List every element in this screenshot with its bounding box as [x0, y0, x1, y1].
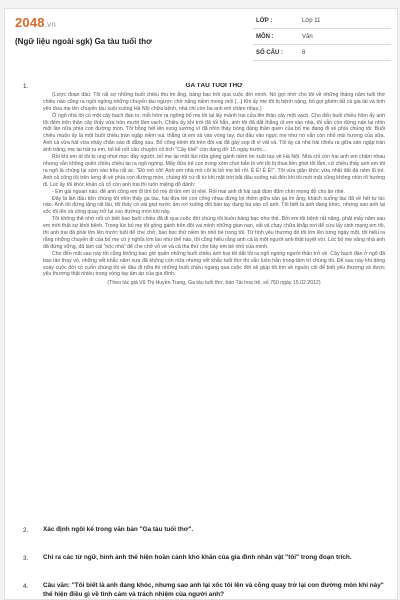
- meta-value: Văn: [299, 29, 391, 45]
- passage-paragraph: (Lược đoạn đầu: Tôi rất sợ những buổi chiều thu im ắng, bàng bạc trôi qua cuộc đời mình. Nó gợi nhớ cho tôi về những tháng năm tuổi thơ chiều nào cũng ra ngồi ngóng những chuyến tàu ngược chờ nặng niềm mong mỏi [...] Khi ấy mẹ tôi bị bệnh nặng, bố gọi ghém tất cả gia tài và tình yêu đưa mẹ lên chuyến tàu xuôi xuống Hà Nội chữa bệnh, nhà chỉ còn ba anh em chăm nhau.): [43, 91, 385, 112]
- meta-key: MÔN :: [253, 29, 299, 45]
- passage-source: (Theo tác giả Vũ Thị Huyền Trang, Ga tàu tuổi thơ, báo Tài hoa trẻ, số 750 ngày 15.02.2012): [107, 280, 321, 287]
- page-header: [5, 9, 397, 69]
- logo-suffix: .vn: [44, 20, 57, 29]
- logo-text: 2048: [15, 15, 45, 30]
- question-4-text: Câu văn: "Tôi biết là anh đang khóc, nhưng sao anh lại xốc tôi lên và cõng quay trở lại con đường mòn khi này" thể hiện điều gì về tình cảm và trách nhiệm của người anh?: [43, 582, 384, 599]
- question-number: 3.: [23, 555, 29, 562]
- worksheet-page: [4, 8, 398, 600]
- passage-paragraph: Đây là lần đầu tiên chúng tôi nhìn thấy ga tàu, hai đứa trẻ con cõng nhau đứng lọt thỏm giữa sân ga im ắng, khách xuống tàu đã về hết tự lúc nào. Anh tôi đứng lặng rất lâu, tôi thấy có vài giọt nước ấm rơi xuống đôi bàn tay đang bá vào cổ anh. Tôi biết là anh đang khóc, nhưng sao anh lại xốc tôi lên và công quay trở lại con đường mòn khi này.: [43, 195, 385, 216]
- question-number: 4.: [23, 583, 29, 590]
- passage-paragraph: Cho đến mãi sau này tôi cũng không bao giờ quên những buổi chiều anh trai tôi dắt tôi ra ngõ ngóng người thân trở về. Cây bạch đàn ở ngõ đã bao lần thay vỏ, những vết khắc năm xưa đã không còn nữa nhưng vết khắc tuổi thơ thì vẫn luôn hằn trong tâm trí chúng tôi. Để sau này khi dòng xoáy cuộc đời có cuốn chúng tôi về đâu đi nữa thì những buổi chiều ngang qua cuộc đời sẽ giúp tôi tìm về nguồn cội để biết yêu thương và được yêu thương thật nhiều trong vòng tay ấm áp của gia đình.: [43, 250, 385, 278]
- question-number: 2.: [23, 527, 29, 534]
- meta-row-class: [253, 13, 391, 29]
- meta-table: [253, 13, 391, 61]
- meta-key: LỚP :: [253, 13, 299, 29]
- site-logo[interactable]: [15, 15, 56, 30]
- passage-paragraph: - Em gái ngoan nào, để anh cõng em đi tìm bố mẹ đi tìm em út nhé. Rồi mai anh đi hái quả đùm đũm chín mọng đỏ cho ăn nhé.: [52, 188, 345, 195]
- meta-value: 8: [299, 45, 391, 61]
- passage-paragraph: Ở ngõ nhà tôi có một cây bạch đàn to, mỗi hôm ra ngõng bố mẹ tôi lại lấy mảnh trai cửa lên thân cây một vạch. Cho đến buổi chiều hôm ấy anh tôi đếm trên thân cây thấy vừa tròn mười lăm vạch. Chiều ấy khi trời đã tối hẳn, anh tôi đã dắt thằng út em vào nhà, tôi vẫn còn đứng nán lại nhìn một lần nữa phía con đường mòn. Tôi bỗng hét lên sung sướng vì đã nhìn thấy bóng dáng thân quen của bố mẹ đang đi về phía chúng tôi. Buổi chiều muộn ấy là một buổi chiều tràn ngập niềm vui, thằng út em sà vào vòng tay, dụi đầu vào ngực mẹ như nó vẫn còn nhỏ mùi hương của sữa. Anh cả vừa hát vừa nhảy chân sáo đi đằng sau. Bố cõng kênh tôi trên đôi vai đã gầy sọp đi vì vất vả. Tối ấy cả nhà trải chiếu ra giữa sân ngập tràn ánh trăng, mẹ lại hát ru em, bố kể nốt câu chuyện cổ tích "Cây khế" còn dang dở 15 ngày trước...: [43, 112, 385, 154]
- passage-paragraph: Tôi không thể nhớ nổi có biết bao buổi chiều đã đi qua cuộc đời chúng tôi buồn bàng bạc như thế. Bởi em tôi bệnh rất nặng, phải mấy năm sau em mới thật sự khỏi bệnh. Trong lúc bố mẹ tôi gồng gánh trên đôi vai mình những gian nan, vất vả chạy chữa khắp nơi để cứu lấy sinh mạng em tôi, thì anh trai đã phải lớn lên trước tuổi để che chở, bao bọc thứ niềm tin nhỏ bé trong tôi. Từ tình yêu thương đó tôi lớn lên từng ngày một, tôi hiểu ra rằng những chuyến đi của bố mẹ có ý nghĩa lớn lao như thế nào, tôi cũng hiểu rằng anh cả là một người anh thật tuyệt vời. Lúc bố mẹ vắng nhà anh đã đứng vững, đã làm cái "nóc nhà" để che chở vỗ về và cả tha thứ cho bầy em bé nhỏ của mình.: [43, 216, 385, 250]
- meta-row-subject: [253, 29, 391, 45]
- meta-row-count: [253, 45, 391, 61]
- question-number: 1.: [23, 83, 29, 90]
- question-2-text: Xác định ngôi kể trong văn bản "Ga tàu tuổi thơ".: [43, 526, 194, 533]
- question-3-text: Chỉ ra các từ ngữ, hình ảnh thể hiện hoàn cảnh khó khăn của gia đình nhân vật "tôi" trong đoạn trích.: [43, 554, 352, 561]
- meta-value: Lớp 11: [299, 13, 391, 29]
- meta-key: SỐ CÂU :: [253, 45, 299, 61]
- document-title: (Ngữ liệu ngoài sgk) Ga tàu tuổi thơ: [15, 37, 152, 46]
- passage-title: GA TÀU TUỔI THƠ: [185, 83, 243, 89]
- passage-paragraph: Rồi khi em út tôi bị ung nhọt mọc đầy người, bố mẹ lại một lần nữa gồng gánh niềm tin xuôi tàu về Hà Nội. Nhà chỉ còn hai anh em chăm nhau nhưng vẫn không quên chiều chiều lại ra ngõ ngóng. Mấy đứa trẻ con trong xóm chơi bắn bi với tôi bị thua liền ghét tôi lắm, cứ chiều thấy anh em tôi ra ngõ là chúng lại xúm vào trêu rất ác: "Đồ mồ côi! Anh em nhà mồ côi bị bỏ mẹ bỏ rồi. Ê Ê! Ê Ê!". Tôi vừa giận khóc vừa nhặt đất đá ném lũ trẻ. Anh cả cõng tôi trên lưng đi về phía con đường mòn, chúng tôi cứ đi từ khi mặt trời bắt đầu xuống núi đến khi tối mới mặt cũng không nhìn rõ hướng đi. Lúc ấy tôi khóc khản cả cổ còn anh trai thì luôn miệng dỗ dành:: [43, 154, 385, 188]
- reading-passage: [43, 83, 385, 515]
